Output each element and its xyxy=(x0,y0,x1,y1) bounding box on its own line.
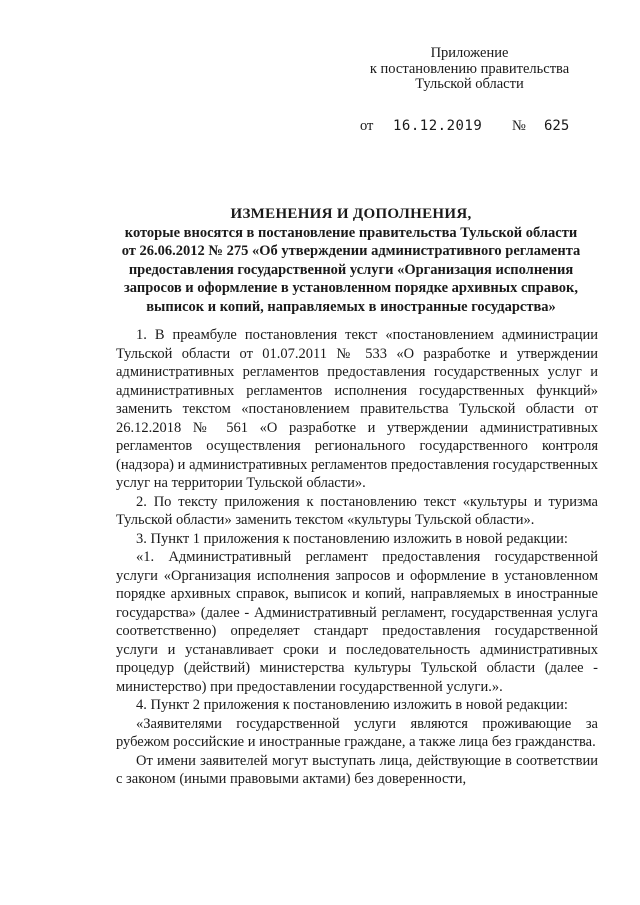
from-label: от xyxy=(360,118,374,134)
number-sign: № xyxy=(512,118,526,134)
appendix-line-2: к постановлению правительства xyxy=(369,60,570,77)
paragraph-2: 2. По тексту приложения к постановлению текст «культуры и туризма Тульской области» заменить текстом «культуры Тульской области». xyxy=(116,493,598,528)
resolution-number: 625 xyxy=(544,118,570,134)
title-line-5: выписок и копий, направляемых в иностранные государства» xyxy=(146,298,556,315)
title-line-3: предоставления государственной услуги «Организация исполнения xyxy=(128,261,574,278)
paragraph-3: 3. Пункт 1 приложения к постановлению изложить в новой редакции: xyxy=(136,530,568,547)
title-main: ИЗМЕНЕНИЯ И ДОПОЛНЕНИЯ, xyxy=(230,206,472,222)
title-line-1: которые вносятся в постановление правительства Тульской области xyxy=(124,224,578,241)
appendix-line-3: Тульской области xyxy=(415,76,524,92)
appendix-line-1: Приложение xyxy=(430,45,509,61)
title-line-4: запросов и оформление в установленном порядке архивных справок, xyxy=(123,280,579,296)
resolution-date: 16.12.2019 xyxy=(393,118,483,134)
paragraph-5: 4. Пункт 2 приложения к постановлению изложить в новой редакции: xyxy=(136,697,568,713)
document-title xyxy=(96,205,606,316)
paragraph-7: От имени заявителей могут выступать лица, действующие в соответствии с законом (иными правовыми актами) без доверенности, xyxy=(116,752,598,787)
appendix-header xyxy=(362,46,577,93)
document-body xyxy=(116,326,598,789)
paragraph-4: «1. Административный регламент предоставления государственной услуги «Организация исполнения запросов и оформление в установленном порядке архивных справок, выписок и копий, направляемых в иностранные государства» (далее - Административный регламент, государственная услуга соответственно) определяет стандарт предоставления государственной услуги и устанавливает сроки и последовательность административных процедур (действий) министерства культуры Тульской области (далее - министерство) при предоставлении государственной услуги.». xyxy=(116,549,598,695)
title-line-2: от 26.06.2012 № 275 «Об утверждении административного регламента xyxy=(121,243,581,259)
paragraph-6: «Заявителями государственной услуги являются проживающие за рубежом российские и иностранные граждане, а также лица без гражданства. xyxy=(116,715,598,750)
paragraph-1: 1. В преамбуле постановления текст «постановлением администрации Тульской области от 01.07.2011 № 533 «О разработке и утверждении административных регламентов предоставления государственных услуг и административных регламентов исполнения государственных функций» заменить текстом «постановлением правительства Тульской области от 26.12.2018 № 561 «О разработке и утверждении административных регламентов осуществления регионального государственного контроля (надзора) и административных регламентов предоставления государственных услуг на территории Тульской области». xyxy=(116,327,598,491)
